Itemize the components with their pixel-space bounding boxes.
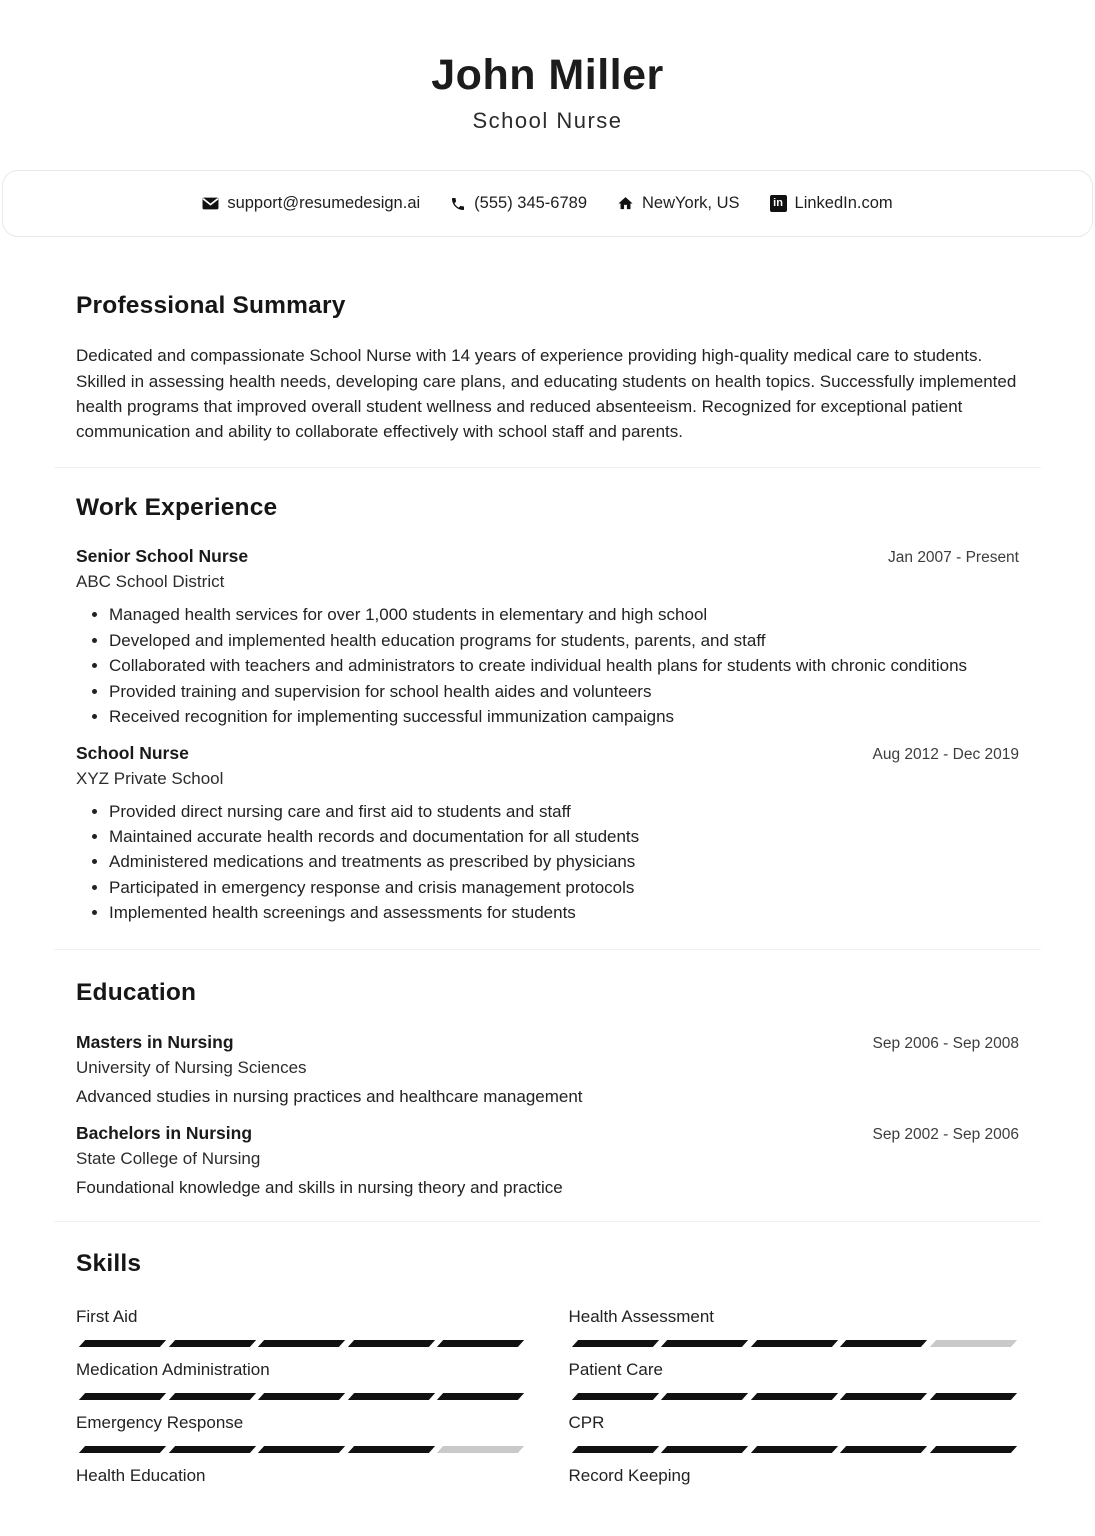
job-header-row xyxy=(76,546,1019,567)
skill-name: Emergency Response xyxy=(76,1412,244,1432)
section-experience xyxy=(76,494,1019,925)
degree-school: University of Nursing Sciences xyxy=(76,1057,307,1077)
linkedin-icon: in xyxy=(770,195,787,212)
skill-name: Health Education xyxy=(76,1465,206,1485)
degree-dates: Sep 2002 - Sep 2006 xyxy=(872,1125,1019,1143)
job-company: XYZ Private School xyxy=(76,768,224,788)
contact-linkedin-text: LinkedIn.com xyxy=(794,194,893,213)
skill-bar-segment xyxy=(347,1340,434,1347)
skill-bar-segment xyxy=(840,1393,927,1400)
skill-bar-segment xyxy=(168,1446,255,1453)
skill-bar-segment xyxy=(661,1340,748,1347)
skill-item xyxy=(569,1358,1020,1400)
job-title: Senior School Nurse xyxy=(76,546,249,567)
skill-bar-segment xyxy=(571,1393,658,1400)
job-company: ABC School District xyxy=(76,572,225,592)
bullet-item: • Received recognition for implementing successful immunization campaigns xyxy=(109,704,1019,729)
skill-bar-segment xyxy=(168,1393,255,1400)
degree-dates: Sep 2006 - Sep 2008 xyxy=(872,1034,1019,1052)
section-divider xyxy=(54,1221,1041,1222)
skill-bar-segment xyxy=(347,1393,434,1400)
skill-name: Medication Administration xyxy=(76,1359,270,1379)
skills-grid xyxy=(76,1305,1019,1506)
education-heading: Education xyxy=(76,978,197,1006)
skill-name: Record Keeping xyxy=(568,1465,691,1485)
skill-item xyxy=(76,1464,527,1506)
skill-item xyxy=(569,1411,1020,1453)
skill-name: Patient Care xyxy=(568,1359,663,1379)
contact-location-text: NewYork, US xyxy=(642,194,740,213)
skill-bar xyxy=(76,1446,527,1453)
summary-heading: Professional Summary xyxy=(76,292,346,320)
degree-entry xyxy=(76,1123,1019,1198)
skill-bar-segment xyxy=(929,1393,1016,1400)
skill-bar-segment xyxy=(750,1393,837,1400)
skill-item xyxy=(76,1358,527,1400)
skill-bar-segment xyxy=(437,1393,524,1400)
skill-bar-segment xyxy=(661,1393,748,1400)
job-bullet-list xyxy=(76,602,1019,729)
bullet-item: • Implemented health screenings and assessments for students xyxy=(109,900,1019,925)
section-divider xyxy=(54,467,1041,468)
bullet-item: • Maintained accurate health records and documentation for all students xyxy=(109,824,1019,849)
skill-bar-segment xyxy=(661,1446,748,1453)
skill-bar-segment xyxy=(840,1446,927,1453)
skill-item xyxy=(569,1305,1020,1347)
bullet-item: • Participated in emergency response and crisis management protocols xyxy=(109,875,1019,900)
home-icon xyxy=(617,195,634,212)
experience-heading: Work Experience xyxy=(76,494,278,522)
phone-icon xyxy=(450,196,466,212)
resume-body xyxy=(0,292,1095,1505)
job-title: School Nurse xyxy=(76,742,189,763)
skill-bar-segment xyxy=(258,1446,345,1453)
skill-bar-segment xyxy=(929,1340,1016,1347)
skill-bar-segment xyxy=(437,1340,524,1347)
skill-bar-segment xyxy=(437,1446,524,1453)
contact-bar xyxy=(2,170,1093,237)
contact-phone-text: (555) 345-6789 xyxy=(474,194,588,213)
job-entry xyxy=(76,546,1019,729)
bullet-item: • Provided training and supervision for school health aides and volunteers xyxy=(109,679,1019,704)
skill-bar-segment xyxy=(571,1340,658,1347)
skill-bar xyxy=(569,1499,1020,1506)
contact-email-text: support@resumedesign.ai xyxy=(227,194,421,213)
skill-bar-segment xyxy=(750,1340,837,1347)
job-dates: Aug 2012 - Dec 2019 xyxy=(872,745,1019,763)
skill-bar xyxy=(76,1340,527,1347)
job-bullet-list xyxy=(76,799,1019,926)
section-skills xyxy=(76,1250,1019,1506)
section-divider xyxy=(54,949,1041,950)
bullet-item: • Developed and implemented health education programs for students, parents, and staff xyxy=(109,628,1019,653)
degree-school: State College of Nursing xyxy=(76,1148,261,1168)
skill-bar-segment xyxy=(929,1446,1016,1453)
skill-bar-segment xyxy=(79,1340,166,1347)
bullet-item: • Provided direct nursing care and first aid to students and staff xyxy=(109,799,1019,824)
skill-bar-segment xyxy=(258,1340,345,1347)
skill-bar-segment xyxy=(750,1446,837,1453)
skill-item xyxy=(76,1411,527,1453)
degree-description: Foundational knowledge and skills in nursing theory and practice xyxy=(76,1177,563,1197)
skill-name: First Aid xyxy=(76,1306,138,1326)
degree-title: Masters in Nursing xyxy=(76,1031,234,1052)
job-header-row xyxy=(76,743,1019,764)
degree-entry xyxy=(76,1032,1019,1107)
degree-description: Advanced studies in nursing practices and healthcare management xyxy=(76,1086,583,1106)
contact-item-email xyxy=(202,194,420,213)
degree-header-row xyxy=(76,1123,1019,1144)
skill-bar xyxy=(76,1499,527,1506)
skill-bar-segment xyxy=(79,1393,166,1400)
header xyxy=(0,0,1095,134)
skill-bar xyxy=(569,1340,1020,1347)
skill-name: Health Assessment xyxy=(568,1306,715,1326)
bullet-item: • Managed health services for over 1,000 students in elementary and high school xyxy=(109,602,1019,627)
skill-bar-segment xyxy=(571,1446,658,1453)
skills-heading: Skills xyxy=(76,1249,142,1277)
skill-bar-segment xyxy=(258,1393,345,1400)
section-education xyxy=(76,979,1019,1198)
skill-bar xyxy=(569,1446,1020,1453)
degree-header-row xyxy=(76,1032,1019,1053)
person-title: School Nurse xyxy=(472,108,623,134)
contact-item-location xyxy=(617,194,740,213)
section-summary xyxy=(76,292,1019,444)
skill-bar-segment xyxy=(79,1446,166,1453)
degree-title: Bachelors in Nursing xyxy=(76,1122,253,1143)
skill-name: CPR xyxy=(568,1412,605,1432)
skill-item xyxy=(569,1464,1020,1506)
summary-text: Dedicated and compassionate School Nurse with 14 years of experience providing high-quality medical care to students. Skilled in assessing health needs, developing care plans, and educating students on health topics. Successfully implemented health programs that improved overall student wellness and reduced absenteeism. Recognized for exceptional patient communication and ability to collaborate effectively with school staff and parents. xyxy=(76,346,1017,442)
envelope-icon xyxy=(202,195,219,212)
job-dates: Jan 2007 - Present xyxy=(888,549,1019,567)
bullet-item: • Collaborated with teachers and administrators to create individual health plans for students with chronic conditions xyxy=(109,653,1019,678)
person-name: John Miller xyxy=(431,51,664,99)
skill-item xyxy=(76,1305,527,1347)
skill-bar xyxy=(569,1393,1020,1400)
skill-bar-segment xyxy=(840,1340,927,1347)
skill-bar-segment xyxy=(168,1340,255,1347)
contact-item-linkedin xyxy=(770,194,893,213)
skill-bar-segment xyxy=(347,1446,434,1453)
bullet-item: • Administered medications and treatments as prescribed by physicians xyxy=(109,849,1019,874)
skill-bar xyxy=(76,1393,527,1400)
job-entry xyxy=(76,743,1019,926)
contact-item-phone xyxy=(450,194,587,213)
